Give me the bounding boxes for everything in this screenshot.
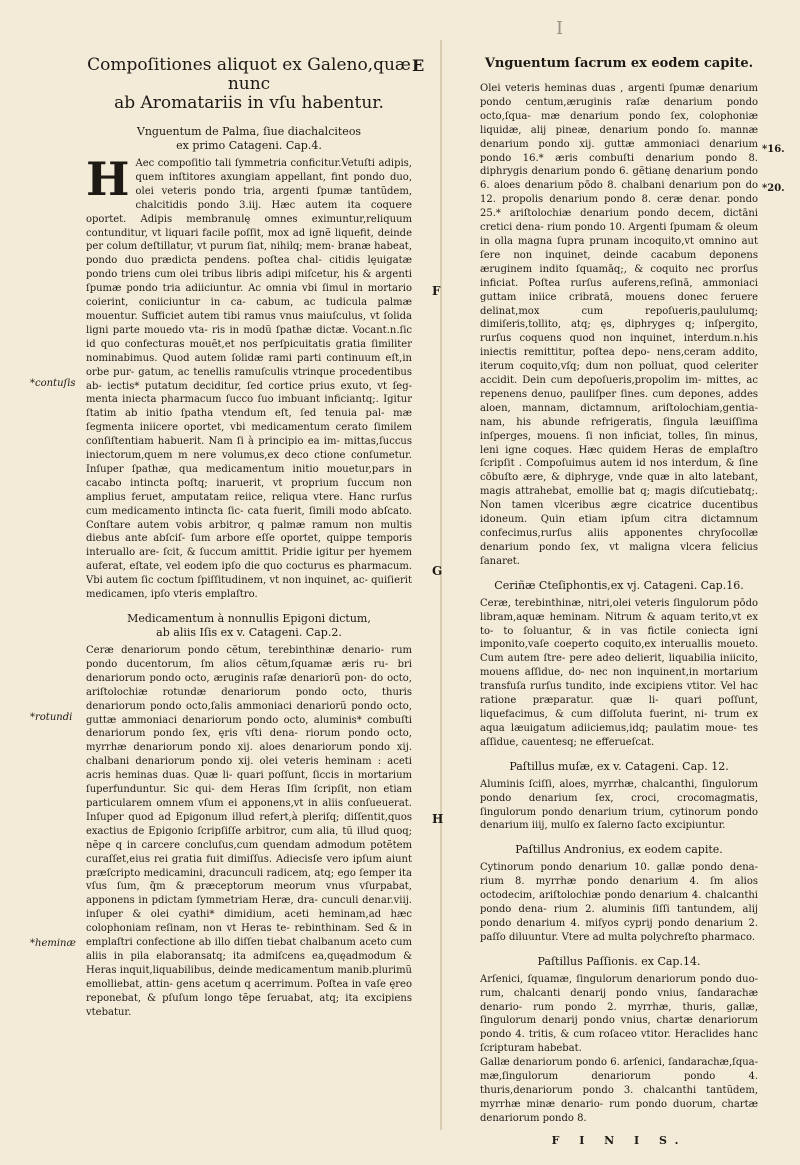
section-heading-andronius bbox=[480, 843, 758, 857]
gutter-rule bbox=[440, 40, 442, 1130]
head-letter: E bbox=[412, 56, 425, 75]
signature-letter: G bbox=[432, 564, 443, 578]
margin-number: *20. bbox=[762, 183, 785, 194]
section-heading-line: Medicamentum à nonnullis Epigoni dictum, bbox=[127, 612, 371, 625]
top-mark: I bbox=[556, 18, 564, 39]
section-heading-line: ab aliis Iſis ex v. Catageni. Cap.2. bbox=[156, 626, 342, 639]
section-heading-passionis bbox=[480, 955, 758, 969]
section-heading-line: Vnguentum de Palma, ſiue diachalciteos bbox=[136, 125, 362, 138]
section-heading-musae bbox=[480, 760, 758, 774]
margin-note: *rotundi bbox=[30, 712, 73, 723]
right-column bbox=[480, 82, 758, 1147]
drop-cap: H bbox=[86, 152, 130, 206]
signature-letter: F bbox=[432, 284, 441, 298]
section-heading-line: Paſtillus Paſſionis. ex Cap.14. bbox=[537, 954, 701, 968]
paragraph-sacrum: Olei veteris heminas duas , argenti ſpumæ denarium pondo centum,æruginis raſæ denarium pondo octo,ſqua- mæ denarium pondo ſex, colophoniæ liquidæ, alij pineæ, denarium pondo ſo. mannæ denarium pondo xij. guttæ ammoniaci denarium pondo 16.* æris combuſti denarium pondo 8. diphrygis denarium pondo 6. gẽtianę denarium pondo 6. aloes denarium pōdo 8. chalbani denarium pon do 12. propolis denarium pondo 8. ceræ denar. pondo 25.* ariſtolochiæ denarium pondo decem, dictāni cretici dena- rium pondo 10. Argenti ſpumam & oleum in olla magna ſupra prunam incoquito,vt omnino aut ſere non inquinet, deinde cacabum deponens æruginem indito ſquamāq;, & coquito nec prorſus inficiat. Poſtea rurſus auferens,reſinā, ammoniaci guttam iniice cribratā, mouens donec feruere delinat,mox cum repoſueris,paululumq; dimiſeris,tollito, atq; ęs, diphryges q; inſpergito, rurſus coquens quod non inquinet, interdum.n.his iniectis remittitur, poſtea depo- nens,ceram addito, iterum coquito,vſq; dum non polluat, quod celeriter accidit. Dein cum depoſueris,propolim im- mittes, ac repenens denuo, pauliſper ſines. cum depones, addes aloen, mannam, dictamnum, ariſtolochiam,gentia- nam, his abunde refrigeratis, ſingula læuiſſima inſperges, mouens. ſi non inficiat, tolles, ſin minus, leni igne coques. Hæc quidem Heras de emplaſtro ſcripſit . Compoſuimus autem id nos interdum, & ſine cōbuſto ære, & diphryge, vnde quæ in alto latebant, magis attrahebat, emollie bat q; magis diſcutiebatq;. Non tamen vlceribus ægre cicatrice ducentibus idoneum. Quin etiam ipſum citra dictamnum confecimus,rurſus aliis apponentes chryſocollæ denarium pondo ſex, vt maligna vlcera felicius ſanaret. bbox=[480, 83, 758, 567]
section-heading-line: Paſtillus Andronius, ex eodem capite. bbox=[515, 843, 723, 857]
left-column bbox=[86, 56, 412, 1019]
section-heading-line: Paſtillus muſæ, ex v. Catageni. Cap. 12. bbox=[509, 759, 729, 773]
section-heading-epigoni bbox=[86, 612, 412, 640]
margin-note: *heminæ bbox=[30, 938, 76, 949]
page-title-line1: Compoſitiones aliquot ex Galeno,quæ nunc bbox=[87, 55, 411, 94]
margin-number: *16. bbox=[762, 144, 785, 155]
paragraph-gallae: Gallæ denariorum pondo 6. arſenici, ſandarachæ,ſqua- mæ,ſingulorum denariorum pondo 4. thuris,denariorum pondo 3. chalcanthi tantũdem, myrrhæ minæ denario- rum pondo duorum, chartæ denariorum pondo 8. bbox=[480, 1057, 758, 1124]
section-heading-line: Ceriñæ Cteſiphontis,ex vj. Catageni. Cap.16. bbox=[494, 578, 744, 592]
page-title bbox=[86, 56, 412, 113]
signature-letter: H bbox=[432, 812, 444, 826]
paragraph-ceriñae: Ceræ, terebinthinæ, nitri,olei veteris ſingulorum pōdo libram,aquæ heminam. Nitrum & aquam terito,vt ex to- to ſoluantur, & in vas fictile coniecta igni imponito,vaſe coeperto coquito,ex interuallis moueto. Cum autem ſtre- pere adeo delierit, liquabilia iniicito, mouens aſſidue, do- nec non inquinent,in mortarium transfuſa rurſus tundito, inde excipiens vtitor. Vel hac ratione præparatur. quæ li- quari poſſunt, liquefacimus, & cum diſſoluta fuerint, ni- trum ex aqua læuigatum adiiciemus,idq; paulatim moue- tes aſſidue, cauentesq; ne efferueſcat. bbox=[480, 597, 758, 748]
page-title-line2: ab Aromatariis in vſu habentur. bbox=[114, 93, 384, 113]
section-heading-palma bbox=[86, 125, 412, 153]
paragraph-palma bbox=[86, 152, 412, 602]
paragraph-passionis: Arſenici, ſquamæ, ſingulorum denariorum pondo duo- rum, chalcanti denarij pondo vnius, ſandarachæ denario- rum pondo 2. myrrhæ, thuris, gallæ, ſingulorum denarij pondo vnius, chartæ denariorum pondo 4. tritis, & cum roſaceo vtitor. Heraclides hanc ſcripturam habebat. bbox=[480, 973, 758, 1055]
paragraph-musae: Aluminis ſciſſi, aloes, myrrhæ, chalcanthi, ſingulorum pondo denarium ſex, croci, crocomagmatis, ſingulorum pondo denarium trium, cytinorum pondo denarium iiij, mulſo ex ſalerno ſacto excipiuntur. bbox=[480, 778, 758, 832]
paragraph-epigoni: Ceræ denariorum pondo cẽtum, terebinthinæ denario- rum pondo ducentorum, ſm alios cẽtum,ſquamæ æris ru- bri denariorum pondo octo, æruginis raſæ denariorũ pon- do octo, ariſtolochiæ rotundæ denariorum pondo octo, thuris denariorum pondo octo,ſalis ammoniaci denariorũ pondo octo, guttæ ammoniaci denariorum pondo octo, aluminis* combuſti denariorum pondo ſex, ęris vſti dena- riorum pondo octo, myrrhæ denariorum pondo xij. aloes denariorum pondo xij. chalbani denariorum pondo xij. olei veteris heminam : aceti acris heminas duas. Quæ li- quari poſſunt, ſiccis in mortarium ſuperfunduntur. Sic qui- dem Heras Iſim ſcripſit, non etiam particularem omnem vſum ei apponens,vt in aliis conſueuerat. Inſuper quod ad Epigonum illud refert,à pleriſq; diſſentit,quos exactius de Epigonio ſcripſiſſe arbitror, cum alia, tũ illud quoq; nẽpe q in carcere concluſus,cum quendam admodum potẽtem curaſſet,eius rei gratia fuit dimiſſus. Adiecisſe vero ipſum aiunt præſcripto medicamini, dracunculi radicem, atq; ego ſemper ita vſus ſum, q̃m & præceptorum meorum vnus vſurpabat, apponens in pdictam ſymmetriam Heræ, dra- cunculi denar.viij. inſuper & olei cyathi* dimidium, aceti heminam,ad hæc colophoniam reſinam, non vt Heras te- rebinthinam. Sed & in emplaſtri confectione ab illo diſſen tiebat chalbanum aceto cum aliis in pila elaboransatq; ita admiſcens ea,quęadmodum & Heras inquit,liquabilibus, deinde medicamentum manib.plurimũ emolliebat, attin- gens acetum q acerrimum. Poſtea in vaſe ęreo reponebat, & pſuſum longo tẽpe ſeruabat, atq; ita excipiens vtebatur. bbox=[86, 645, 412, 1018]
right-running-head: Vnguentum ſacrum ex eodem capite. bbox=[484, 56, 754, 71]
paragraph-andronius: Cytinorum pondo denarium 10. gallæ pondo dena- rium 8. myrrhæ pondo denarium 4. ſm alios octodecim, ariſtolochiæ pondo denarium 4. chalcanthi pondo dena- rium 2. aluminis ſiſſi tantundem, alij pondo denarium 4. miſyos cyprij pondo denarium 2. paſſo diluuntur. Vtere ad multa polychreſto pharmaco. bbox=[480, 862, 758, 943]
section-heading-ceriñae bbox=[480, 579, 758, 593]
finis-mark: F I N I S. bbox=[551, 1133, 687, 1147]
margin-note: *contuſis bbox=[30, 378, 76, 389]
paragraph-text: Aec compoſitio tali ſymmetria conficitur.Vetuſti adipis, quem inſtitores axungiam appellant, fint pondo duo, olei veteris pondo tria, argenti ſpumæ tantũdem, chalcitidis pondo 3.iij. Hæc autem ita coquere oportet. Adipis membranulę omnes eximuntur,reliquum contunditur, vt liquari facile poſſit, mox ad ignẽ liquefit, deinde per colum deſtillatur, vt purum ſiat, nihilq; mem- branæ habeat, pondo duo prædicta pendens. poſtea chal- citidis lęuigatæ pondo triens cum olei tribus libris adipi miſcetur, his & argenti ſpumæ pondo tria adiiciuntur. Ac omnia vbi ſimul in mortario coierint, coniiciuntur in ca- cabum, ac tudicula palmæ mouentur. Sufficiet autem tibi ramus vnus maiuſculus, vt ſolida ligni parte mouedo vta- ris in modũ ſpathæ dictæ. Vocant.n.ſic id quo confecturas mouẽt,et nos perſpicuitatis gratia ſimiliter nominabimus. Quod autem ſolidæ rami parti continuum eſt,in orbe pur- gatum, ac tenellis ramuſculis vtrinque procedentibus ab- iectis* putatum deciditur, ſed cortice prius exuto, vt ſeg- menta iniecta pharmacum ſucco ſuo imbuant inficiantq;. Igitur ſtatim ab initio ſpatha vtendum eſt, ſed tenuia pal- mæ ſegmenta iniicere oportet, vbi medicamentum cerato ſimilem conſiſtentiam habuerit. Nam ſi à principio ea im- mittas,ſuccus iniectorum,quem m nere volumus,ex deco ctione conſumetur. Inſuper ſpathæ, qua medicamentum initio mouetur,pars in cacabo intincta poſtq; inaruerit, vt proprium ſuccum non amplius feruet, amputatam reiice, reliqua vtere. Hanc rurſus cum medicamento intincta ſic- cata fuerit, ſimili modo abſcato. Conſtare autem vobis arbitror, q palmæ ramum non multis diebus ante abſciſ- ſum arbore eſſe oportet, quippe temporis interuallo are- ſcit, & ſuccum amittit. Pridie igitur per hyemem auferat, eſtate, vel eodem ipſo die quo cocturus es pharmacum. Vbi autem ſic coctum ſpiſſitudinem, vt non inquinet, ac- quiſierit medicamen, ipſo vteris emplaſtro. bbox=[86, 158, 412, 601]
section-heading-line: ex primo Catageni. Cap.4. bbox=[176, 139, 322, 152]
